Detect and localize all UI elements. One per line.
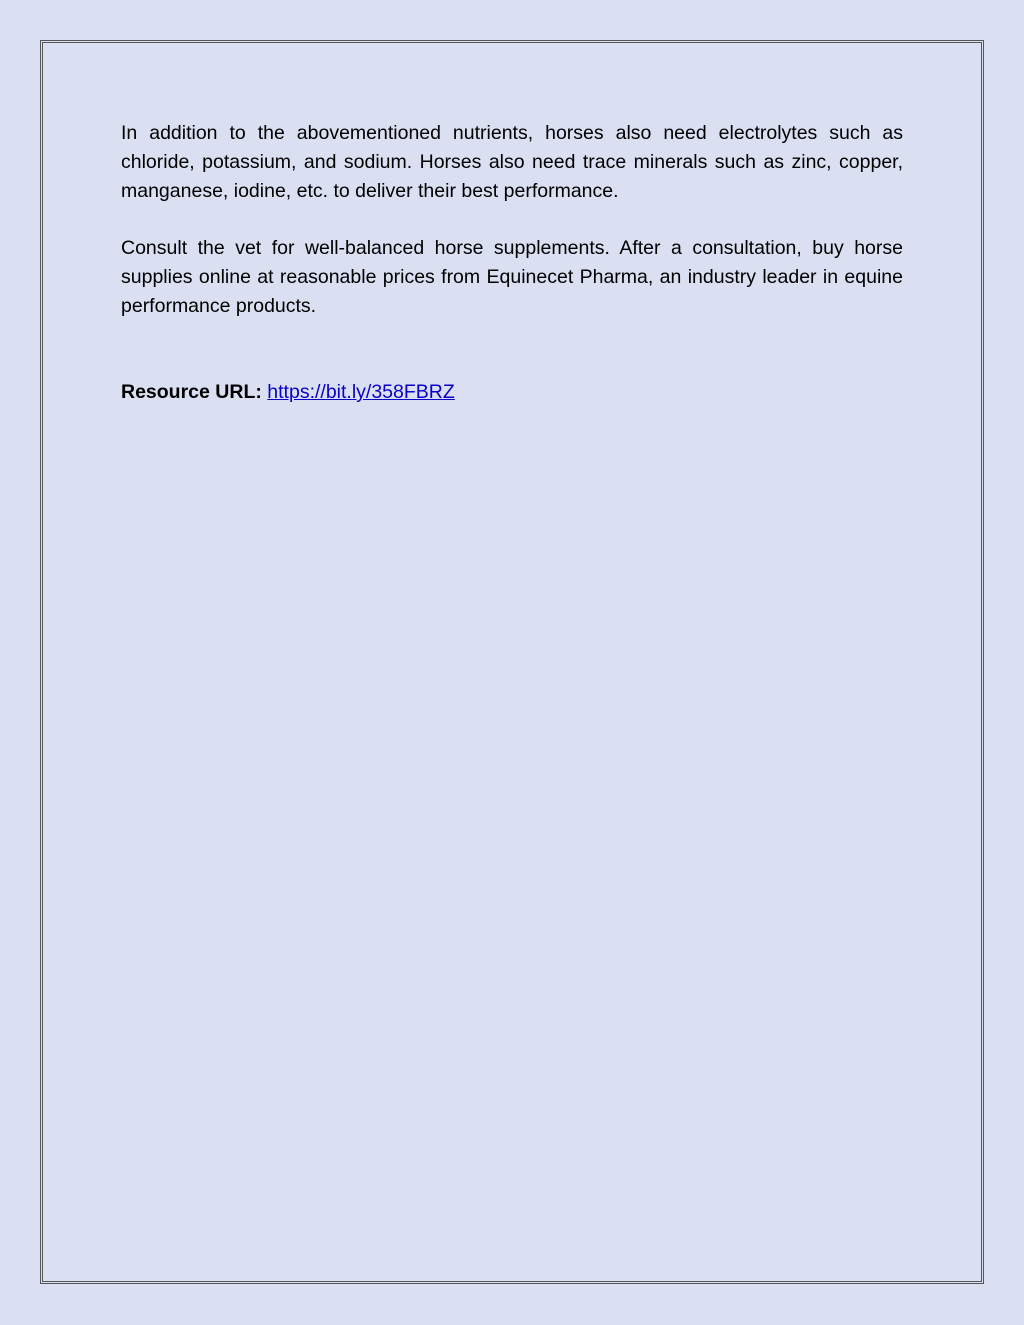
paragraph-electrolytes: In addition to the abovementioned nutrients, horses also need electrolytes such as chloride, potassium, and sodium. Horses also need trace minerals such as zinc, copper, manganese, iodine, etc. to deliver their best performance. [121, 122, 903, 202]
document-body [121, 119, 903, 407]
resource-line [121, 378, 903, 407]
resource-url-link[interactable]: https://bit.ly/358FBRZ [267, 381, 455, 403]
resource-url-label: Resource URL: [121, 381, 262, 403]
paragraph-consult-vet: Consult the vet for well-balanced horse supplements. After a consultation, buy horse supplies online at reasonable prices from Equinecet Pharma, an industry leader in equine performance products. [121, 237, 903, 317]
